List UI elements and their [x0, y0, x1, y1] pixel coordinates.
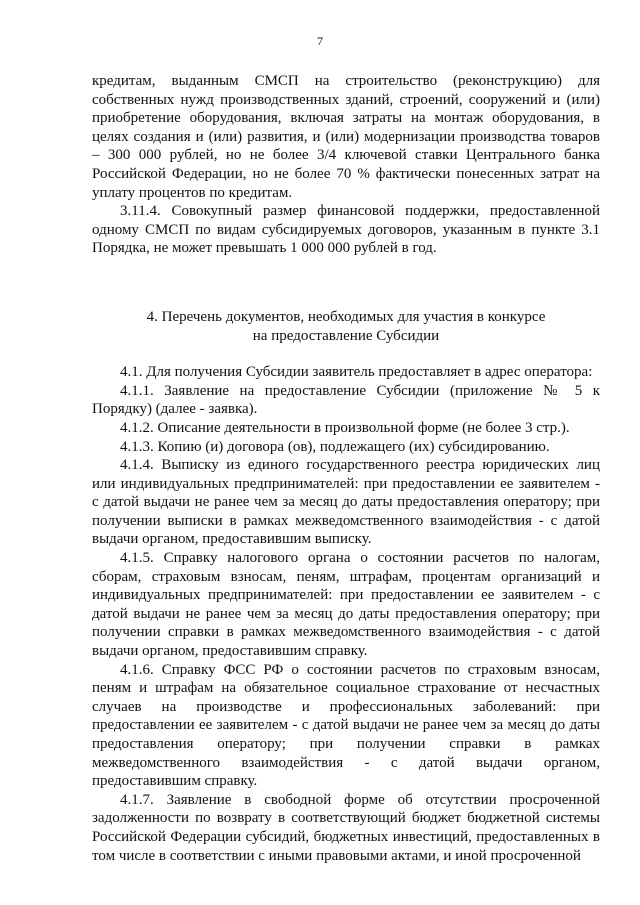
section-4-heading	[92, 308, 600, 345]
page-number: 7	[317, 34, 323, 48]
paragraph-3-11-4: 3.11.4. Совокупный размер финансовой поддержки, предоставленной одному СМСП по видам субсидируемых договоров, указанным в пункте 3.1 Порядка, не может превышать 1 000 000 рублей в год.	[92, 203, 600, 257]
paragraph-4-1-2: 4.1.2. Описание деятельности в произвольной форме (не более 3 стр.).	[120, 419, 570, 436]
paragraph-4-1-1: 4.1.1. Заявление на предоставление Субсидии (приложение № 5 к Порядку) (далее - заявка).	[92, 382, 600, 418]
paragraph-4-1-6: 4.1.6. Справку ФСС РФ о состоянии расчетов по страховым взносам, пеням и штрафам на обязательное социальное страхование от несчастных случаев на производстве и профессиональных заболеваний: при предоставлении ее заявителем - с датой выдачи не ранее чем за месяц до даты предоставления оператору; при получении справки в рамках межведомственного взаимодействия - с датой выдачи органом, предоставившим справку.	[92, 661, 600, 790]
paragraph-4-1-5: 4.1.5. Справку налогового органа о состоянии расчетов по налогам, сборам, страховым взносам, пеням, штрафам, процентам организаций и индивидуальных предпринимателей: при предоставлении ее заявителем - с датой выдачи не ранее чем за месяц до даты предоставления оператору; при получении справки в рамках межведомственного взаимодействия - с датой выдачи органом, предоставившим справку.	[92, 550, 600, 660]
paragraph-4-1-3: 4.1.3. Копию (и) договора (ов), подлежащего (их) субсидированию.	[120, 438, 550, 455]
paragraph-continuation: кредитам, выданным СМСП на строительство (реконструкцию) для собственных нужд производственных зданий, строений, сооружений и (или) приобретение оборудования, включая затраты на монтаж оборудования, в целях создания и (или) развития, и (или) модернизации производства товаров – 300 000 рублей, но не более 3/4 ключевой ставки Центрального банка Российской Федерации, но не более 70 % фактически понесенных затрат на уплату процентов по кредитам.	[92, 73, 600, 201]
section-heading-line-1: 4. Перечень документов, необходимых для участия в конкурсе	[146, 308, 546, 325]
paragraph-4-1-7: 4.1.7. Заявление в свободной форме об отсутствии просроченной задолженности по возврату в соответствующий бюджет бюджетной системы Российской Федерации субсидий, бюджетных инвестиций, предоставленных в том числе в соответствии с иными правовыми актами, и иной просроченной	[92, 791, 600, 864]
paragraph-4-1-4: 4.1.4. Выписку из единого государственного реестра юридических лиц или индивидуальных предпринимателей: при предоставлении ее заявителем - с датой выдачи не ранее чем за месяц до даты предоставления оператору; при получении выписки в рамках межведомственного взаимодействия - с датой выдачи органом, предоставившим выписку.	[92, 457, 600, 548]
paragraph-4-1: 4.1. Для получения Субсидии заявитель предоставляет в адрес оператора:	[120, 364, 593, 381]
document-body	[92, 72, 600, 865]
section-heading-line-2: на предоставление Субсидии	[252, 327, 440, 344]
